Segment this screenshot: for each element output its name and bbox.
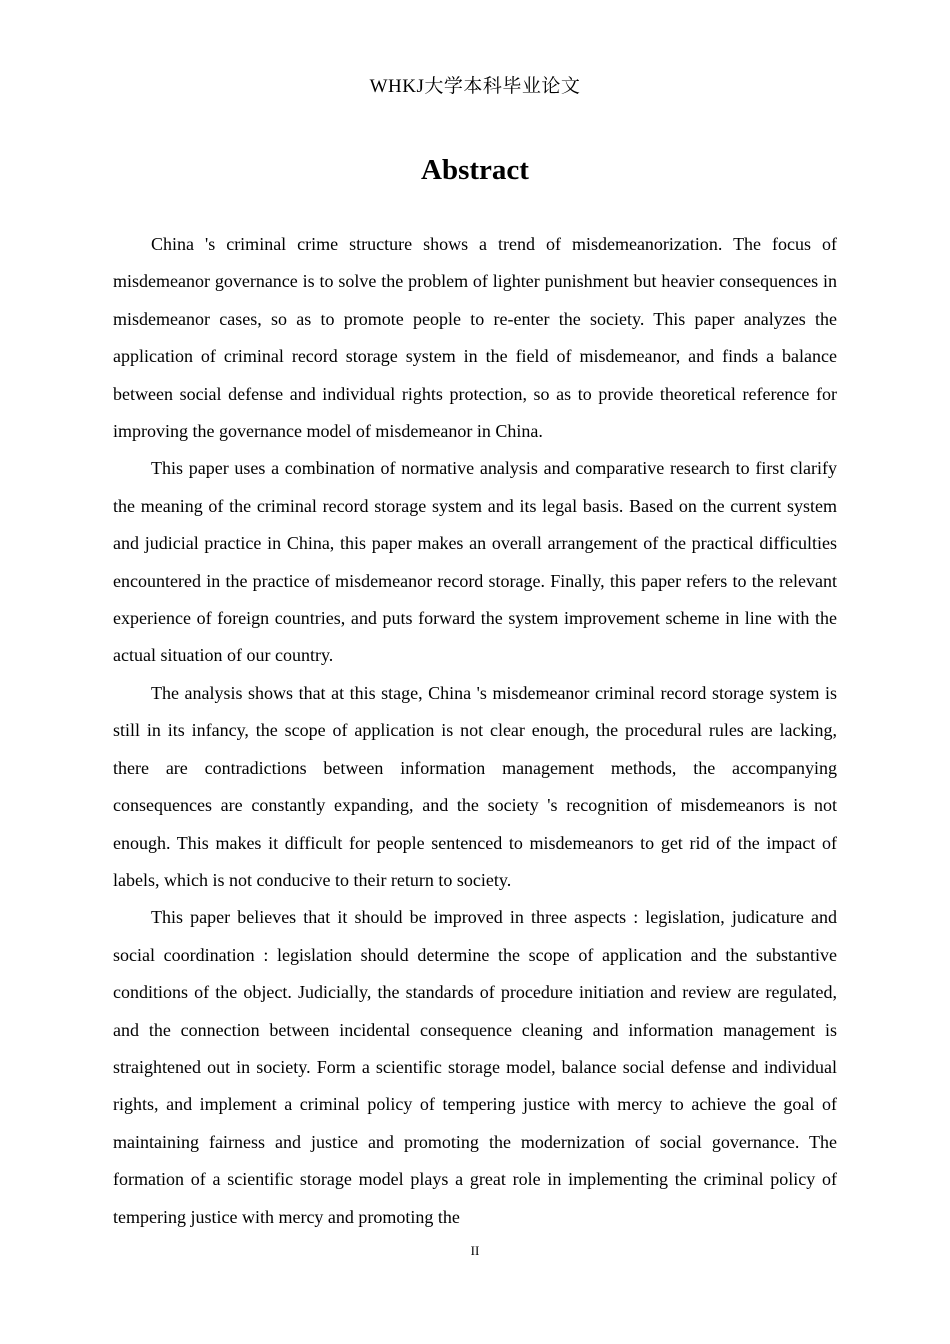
abstract-paragraph-1: China 's criminal crime structure shows a trend of misdemeanorization. The focus of misdemeanor governance is to solve the problem of lighter punishment but heavier consequences in misdemeanor cases, so as to promote people to re-enter the society. This paper analyzes the application of criminal record storage system in the field of misdemeanor, and finds a balance between social defense and individual rights protection, so as to provide theoretical reference for improving the governance model of misdemeanor in China. [113,234,837,442]
abstract-title: Abstract [421,154,529,186]
abstract-paragraph-4: This paper believes that it should be improved in three aspects : legislation, judicature and social coordination : legislation should determine the scope of application and the substantive conditions of the object. Judicially, the standards of procedure initiation and review are regulated, and the connection between incidental consequence cleaning and information management is straightened out in society. Form a scientific storage model, balance social defense and individual rights, and implement a criminal policy of tempering justice with mercy to achieve the goal of maintaining fairness and justice and promoting the modernization of social governance. The formation of a scientific storage model plays a great role in implementing the criminal policy of tempering justice with mercy and promoting the [113,907,837,1227]
page-number: II [470,1243,480,1258]
abstract-paragraph-3: The analysis shows that at this stage, China 's misdemeanor criminal record storage system is still in its infancy, the scope of application is not clear enough, the procedural rules are lacking, there are contradictions between information management methods, the accompanying consequences are constantly expanding, and the society 's recognition of misdemeanors is not enough. This makes it difficult for people sentenced to misdemeanors to get rid of the impact of labels, which is not conducive to their return to society. [113,682,837,890]
running-header: WHKJ大学本科毕业论文 [369,76,581,97]
abstract-body [113,226,837,1236]
abstract-paragraph-2: This paper uses a combination of normative analysis and comparative research to first clarify the meaning of the criminal record storage system and its legal basis. Based on the current system and judicial practice in China, this paper makes an overall arrangement of the practical difficulties encountered in the practice of misdemeanor record storage. Finally, this paper refers to the relevant experience of foreign countries, and puts forward the system improvement scheme in line with the actual situation of our country. [113,458,837,666]
